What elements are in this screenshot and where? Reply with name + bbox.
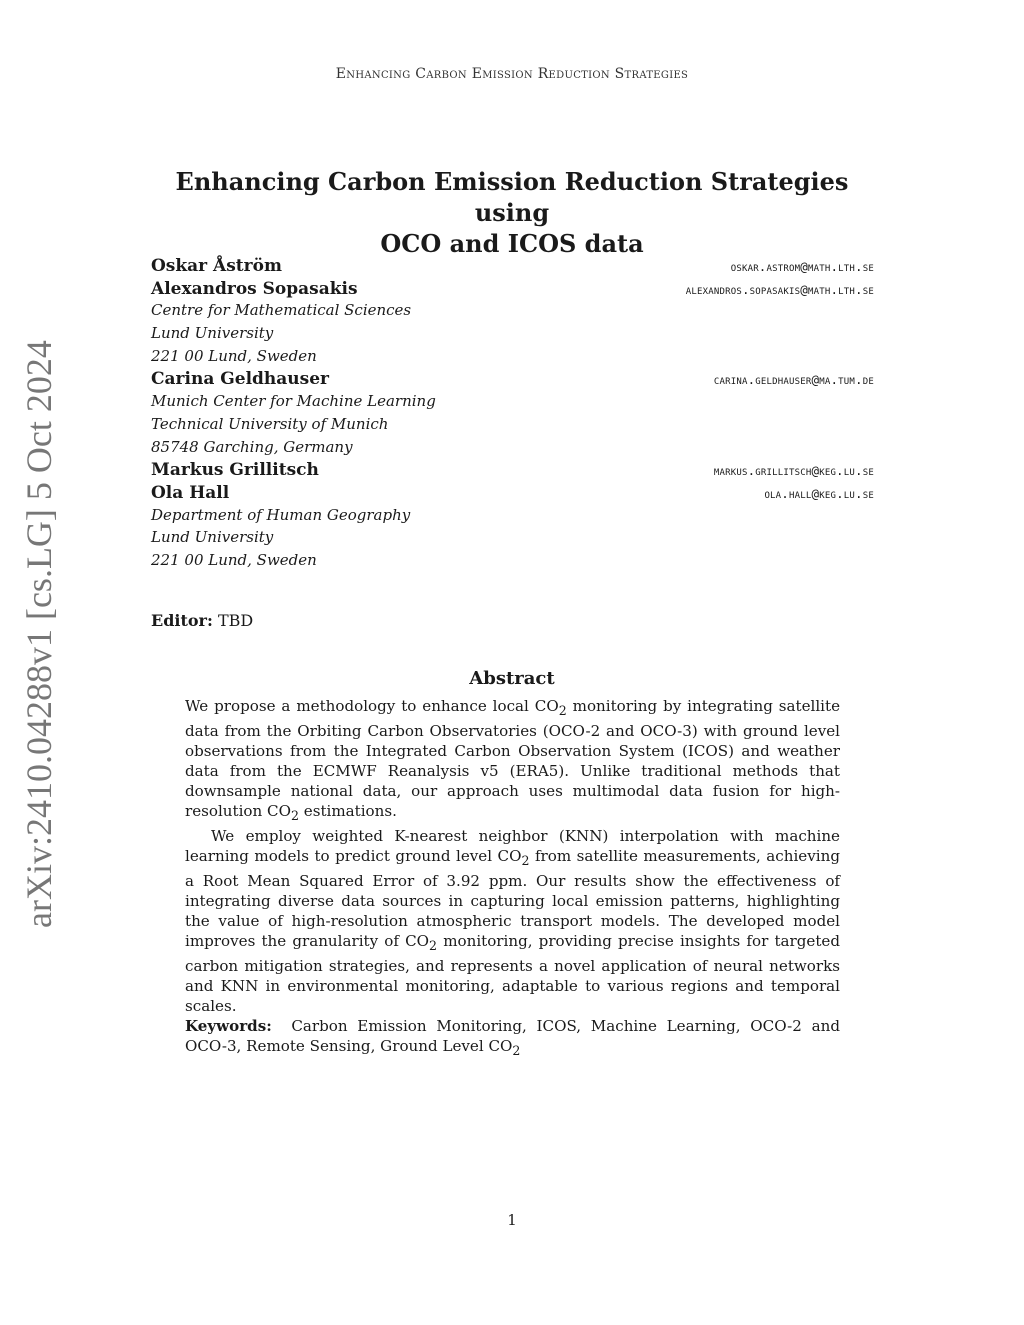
author-name: Markus Grillitsch: [151, 460, 319, 481]
arxiv-identifier: arXiv:2410.04288v1 [cs.LG] 5 Oct 2024: [19, 340, 59, 928]
keywords-text: Carbon Emission Monitoring, ICOS, Machine Learning, OCO-2 and OCO-3, Remote Sensing, Ground Level CO: [185, 1017, 840, 1056]
author-name: Carina Geldhauser: [151, 369, 330, 390]
editor-value: TBD: [217, 611, 254, 630]
author-email: markus.grillitsch@keg.lu.se: [713, 463, 874, 479]
author-row: [151, 369, 874, 392]
abstract-paragraph: We employ weighted K-nearest neighbor (KNN) interpolation with machine learning models to predict ground level $CO_2$ from satellite measurements, achieving a Root Mean Squared Error of 3.92 ppm. Our results show the effectiveness of integrating diverse data sources in capturing local emission patterns, highlighting the value of high-resolution atmospheric transport models. The developed model improves the granularity of $CO_2$ monitoring, providing precise insights for targeted carbon mitigation strategies, and represents a novel application of neural networks and KNN in environmental monitoring, adaptable to various regions and temporal scales.: [185, 827, 840, 1016]
keywords-label: Keywords:: [185, 1017, 272, 1036]
affiliation-line: Lund University: [151, 324, 274, 343]
abstract-paragraph: We propose a methodology to enhance local $CO_2$ monitoring by integrating satellite data from the Orbiting Carbon Observatories (OCO-2 and OCO-3) with ground level observations from the Integrated Carbon Observation System (ICOS) and weather data from the ECMWF Reanalysis v5 (ERA5). Unlike traditional methods that downsample national data, our approach uses multimodal data fusion for high-resolution $CO_2$ estimations.: [185, 697, 840, 824]
page-number: 1: [507, 1211, 517, 1229]
editor-label: Editor:: [151, 611, 213, 630]
abstract-body: [185, 696, 840, 1061]
editor-line: [151, 611, 253, 630]
affiliation-line: Lund University: [151, 528, 274, 547]
keywords: Keywords: Carbon Emission Monitoring, ICOS, Machine Learning, OCO-2 and OCO-3, Remote Sensing, Ground Level $CO_2$: [185, 1017, 840, 1059]
running-head: Enhancing Carbon Emission Reduction Strategies: [335, 66, 689, 82]
affiliation-line: Technical University of Munich: [151, 414, 389, 433]
author-email: ola.hall@keg.lu.se: [764, 485, 874, 501]
affiliation-line: Munich Center for Machine Learning: [151, 392, 436, 411]
affiliation-line: 221 00 Lund, Sweden: [151, 550, 317, 569]
author-row: [151, 256, 874, 279]
affiliation-line: 85748 Garching, Germany: [151, 437, 353, 456]
author-email: alexandros.sopasakis@math.lth.se: [685, 281, 874, 297]
author-name: Ola Hall: [151, 482, 230, 503]
title-line-2: OCO and ICOS data: [380, 229, 644, 258]
author-email: carina.geldhauser@ma.tum.de: [713, 372, 874, 388]
abstract-heading: Abstract: [469, 668, 555, 689]
author-name: Alexandros Sopasakis: [151, 278, 358, 299]
author-row: [151, 483, 874, 506]
author-email: oskar.astrom@math.lth.se: [730, 259, 874, 274]
paper-title: [140, 166, 884, 259]
title-line-1: Enhancing Carbon Emission Reduction Strategies using: [175, 167, 849, 227]
author-row: [151, 460, 874, 483]
author-block: [151, 256, 874, 574]
author-row: [151, 279, 874, 302]
author-name: Oskar Åström: [151, 256, 282, 276]
affiliation-line: Centre for Mathematical Sciences: [151, 301, 412, 320]
affiliation-line: 221 00 Lund, Sweden: [151, 346, 317, 365]
affiliation-line: Department of Human Geography: [151, 505, 411, 524]
